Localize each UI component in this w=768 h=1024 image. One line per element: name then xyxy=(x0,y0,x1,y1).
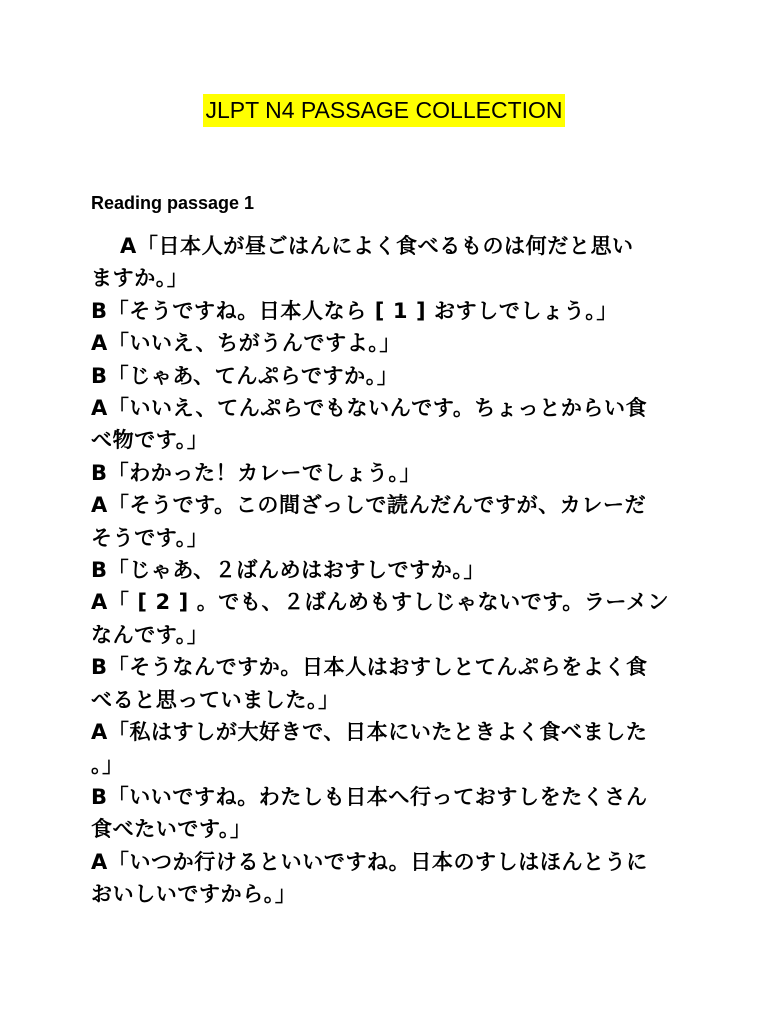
passage-line: B「じゃあ、２ばんめはおすしですか。」 xyxy=(91,558,486,583)
passage-line: A「そうです。この間ざっしで読んだんですが、カレーだ xyxy=(91,493,647,518)
passage-line: べ物です。」 xyxy=(91,428,209,453)
passage-line: B「そうなんですか。日本人はおすしとてんぷらをよく食 xyxy=(91,655,648,680)
passage-line: B「そうですね。日本人なら [ 1 ] おすしでしょう。」 xyxy=(91,298,618,323)
passage-line: ますか。」 xyxy=(91,266,189,291)
passage-line: べると思っていました。」 xyxy=(91,687,340,712)
passage-line: A「いいえ、ちがうんですよ。」 xyxy=(91,331,402,356)
passage-line: B「じゃあ、てんぷらですか。」 xyxy=(91,363,399,388)
document-title: JLPT N4 PASSAGE COLLECTION xyxy=(203,94,564,127)
passage-line: A「いいえ、てんぷらでもないんです。ちょっとからい食 xyxy=(91,396,648,421)
passage-line: B「いいですね。わたしも日本へ行っておすしをたくさん xyxy=(91,784,648,809)
passage-line: A「私はすしが大好きで、日本にいたときよく食べました xyxy=(91,720,648,745)
document-title-container xyxy=(0,94,768,127)
passage-line: おいしいですから。」 xyxy=(91,882,297,907)
passage-line: B「わかった！カレーでしょう。」 xyxy=(91,460,422,485)
passage-line: 食べたいです。」 xyxy=(91,817,252,842)
passage-line: A「いつか行けるといいですね。日本のすしはほんとうに xyxy=(91,849,648,874)
reading-passage xyxy=(91,230,681,911)
passage-line: 。」 xyxy=(91,752,124,777)
passage-line: A「日本人が昼ごはんによく食べるものは何だと思い xyxy=(120,234,634,258)
passage-line: そうです。」 xyxy=(91,525,209,550)
section-heading: Reading passage 1 xyxy=(91,193,255,213)
passage-line: なんです。」 xyxy=(91,622,209,647)
passage-line: A「 [ 2 ] 。でも、２ばんめもすしじゃないです。ラーメン xyxy=(91,590,670,615)
